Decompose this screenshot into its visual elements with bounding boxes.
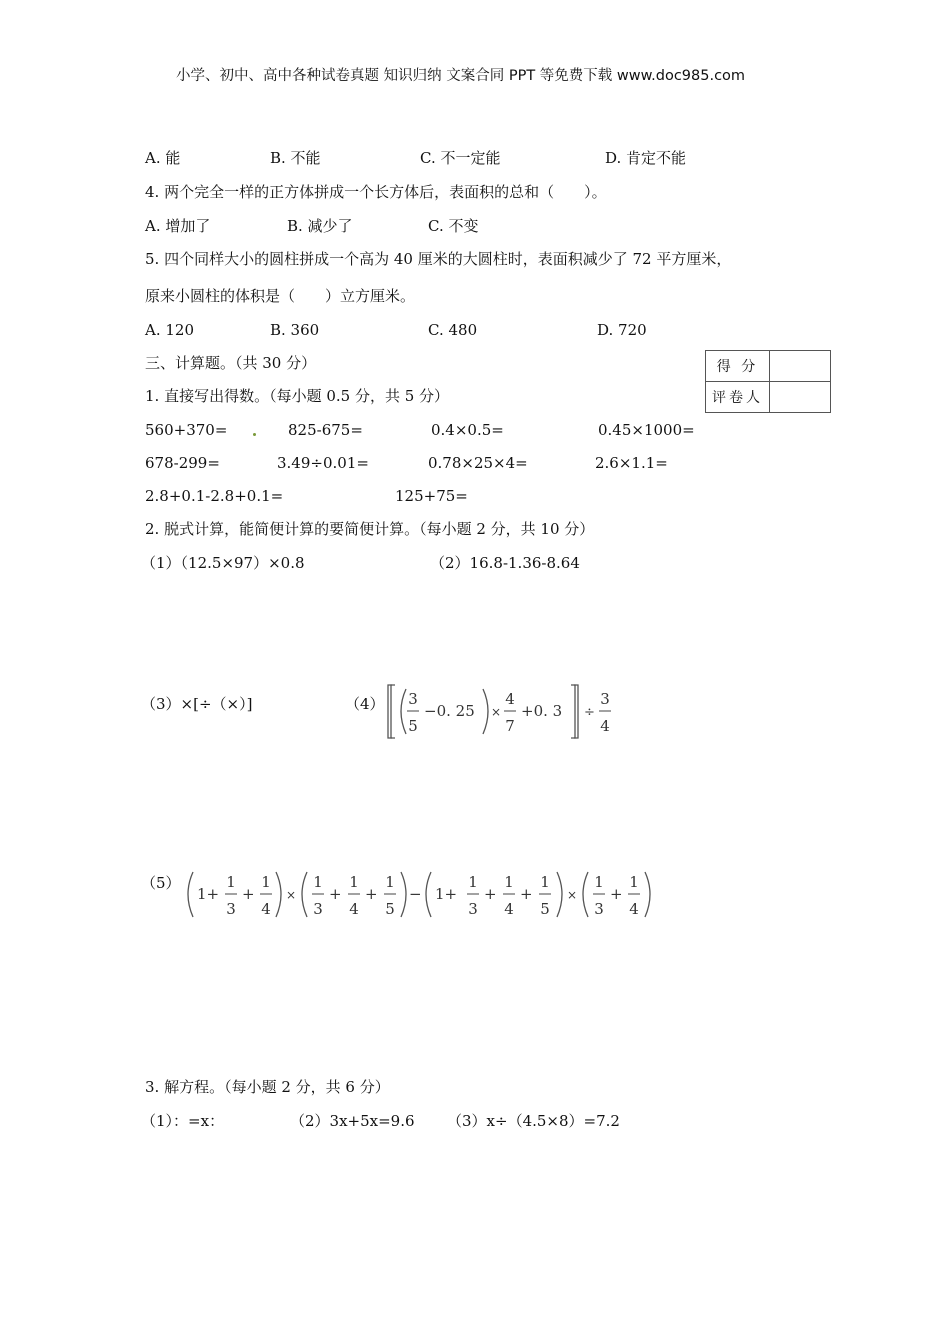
s1-title: 1. 直接写出得数。（每小题 0.5 分，共 5 分） xyxy=(145,387,450,405)
q4-option-a: A. 增加了 xyxy=(145,217,211,235)
s1-item: 678-299= xyxy=(145,454,220,472)
q4-option-c: C. 不变 xyxy=(428,217,479,235)
s1-item: 0.45×1000= xyxy=(598,421,695,439)
score-label: 得 分 xyxy=(706,351,770,382)
fraction-denominator: 3 xyxy=(468,900,478,918)
q5-line1: 5. 四个同样大小的圆柱拼成一个高为 40 厘米的大圆柱时，表面积减少了 72 平方厘米， xyxy=(145,250,732,268)
fraction-denominator: 4 xyxy=(629,900,639,918)
q5-option-b: B. 360 xyxy=(270,321,320,339)
section-title: 三、计算题。（共 30 分） xyxy=(145,354,317,372)
s2-problem-2: （2）16.8-1.36-8.64 xyxy=(430,554,580,572)
fraction-numerator: 4 xyxy=(505,690,515,708)
plus-sign: + xyxy=(242,885,255,903)
fraction-numerator: 1 xyxy=(385,873,395,891)
q4-option-b: B. 减少了 xyxy=(287,217,353,235)
q5-option-c: C. 480 xyxy=(428,321,478,339)
minus-sign: − xyxy=(409,885,422,903)
s1-item: 2.8+0.1-2.8+0.1= xyxy=(145,487,284,505)
plus-sign: + xyxy=(610,885,623,903)
plus-sign: + xyxy=(520,885,533,903)
s3-title: 3. 解方程。（每小题 2 分，共 6 分） xyxy=(145,1078,390,1096)
s2-problem-1: （1）（12.5×97）×0.8 xyxy=(141,554,305,572)
fraction-denominator: 4 xyxy=(349,900,359,918)
times-sign: × xyxy=(286,888,297,902)
fraction-numerator: 1 xyxy=(226,873,236,891)
divide-sign: ÷ xyxy=(584,705,595,720)
fraction-numerator: 1 xyxy=(504,873,514,891)
fraction-denominator: 4 xyxy=(600,717,610,735)
s1-item: 0.4×0.5= xyxy=(431,421,504,439)
fraction-denominator: 7 xyxy=(505,717,515,735)
fraction-numerator: 1 xyxy=(261,873,271,891)
fraction-numerator: 1 xyxy=(594,873,604,891)
plus-sign: + xyxy=(329,885,342,903)
s1-item: 560+370= xyxy=(145,421,228,439)
plus-sign: + xyxy=(484,885,497,903)
fraction-denominator: 3 xyxy=(226,900,236,918)
expression-4 xyxy=(385,683,625,741)
fraction-denominator: 4 xyxy=(261,900,271,918)
grader-label: 评卷人 xyxy=(706,382,770,413)
s2-problem-4-label: （4） xyxy=(345,695,385,713)
fraction-denominator: 5 xyxy=(385,900,395,918)
fraction-denominator: 3 xyxy=(313,900,323,918)
s3-problem-1: （1）：=x： xyxy=(141,1112,225,1130)
s1-item: 0.78×25×4= xyxy=(428,454,528,472)
fraction-denominator: 4 xyxy=(504,900,514,918)
fraction-numerator: 1 xyxy=(629,873,639,891)
fraction-numerator: 3 xyxy=(600,690,610,708)
times-sign: × xyxy=(567,888,578,902)
fraction-numerator: 3 xyxy=(408,690,418,708)
score-box xyxy=(705,350,831,413)
q5-line2: 原来小圆柱的体积是（ ）立方厘米。 xyxy=(145,287,416,305)
q3-option-a: A. 能 xyxy=(145,149,181,167)
s1-item: 3.49÷0.01= xyxy=(277,454,369,472)
minus-term: −0. 25 xyxy=(424,702,475,720)
plus-term: +0. 3 xyxy=(521,702,563,720)
q3-option-b: B. 不能 xyxy=(270,149,321,167)
fraction-denominator: 5 xyxy=(408,717,418,735)
s1-item: 125+75= xyxy=(395,487,468,505)
s2-title: 2. 脱式计算，能简便计算的要简便计算。（每小题 2 分，共 10 分） xyxy=(145,520,595,538)
s1-item: 2.6×1.1= xyxy=(595,454,668,472)
fraction-denominator: 5 xyxy=(540,900,550,918)
fraction-denominator: 3 xyxy=(594,900,604,918)
s3-problem-3: （3）x÷（4.5×8）=7.2 xyxy=(447,1112,620,1130)
q3-option-d: D. 肯定不能 xyxy=(605,149,687,167)
q3-option-c: C. 不一定能 xyxy=(420,149,501,167)
q5-option-d: D. 720 xyxy=(597,321,647,339)
fraction-numerator: 1 xyxy=(349,873,359,891)
s2-problem-5-label: （5） xyxy=(141,874,181,892)
one-plus: 1+ xyxy=(435,885,458,903)
s1-item: 825-675= xyxy=(288,421,363,439)
fraction-numerator: 1 xyxy=(468,873,478,891)
times-sign: × xyxy=(491,705,502,719)
q4-text: 4. 两个完全一样的正方体拼成一个长方体后，表面积的总和（ ）。 xyxy=(145,183,607,201)
fraction-numerator: 1 xyxy=(540,873,550,891)
one-plus: 1+ xyxy=(197,885,220,903)
fraction-numerator: 1 xyxy=(313,873,323,891)
plus-sign: + xyxy=(365,885,378,903)
s2-problem-3: （3）×[÷（×）] xyxy=(141,695,253,713)
s3-problem-2: （2）3x+5x=9.6 xyxy=(290,1112,415,1130)
grader-value-cell xyxy=(770,382,831,413)
q5-option-a: A. 120 xyxy=(145,321,194,339)
score-value-cell xyxy=(770,351,831,382)
expression-5 xyxy=(183,866,658,924)
stray-dot xyxy=(253,433,256,436)
page-header: 小学、初中、高中各种试卷真题 知识归纳 文案合同 PPT 等免费下载 www.doc985.com xyxy=(176,68,746,84)
